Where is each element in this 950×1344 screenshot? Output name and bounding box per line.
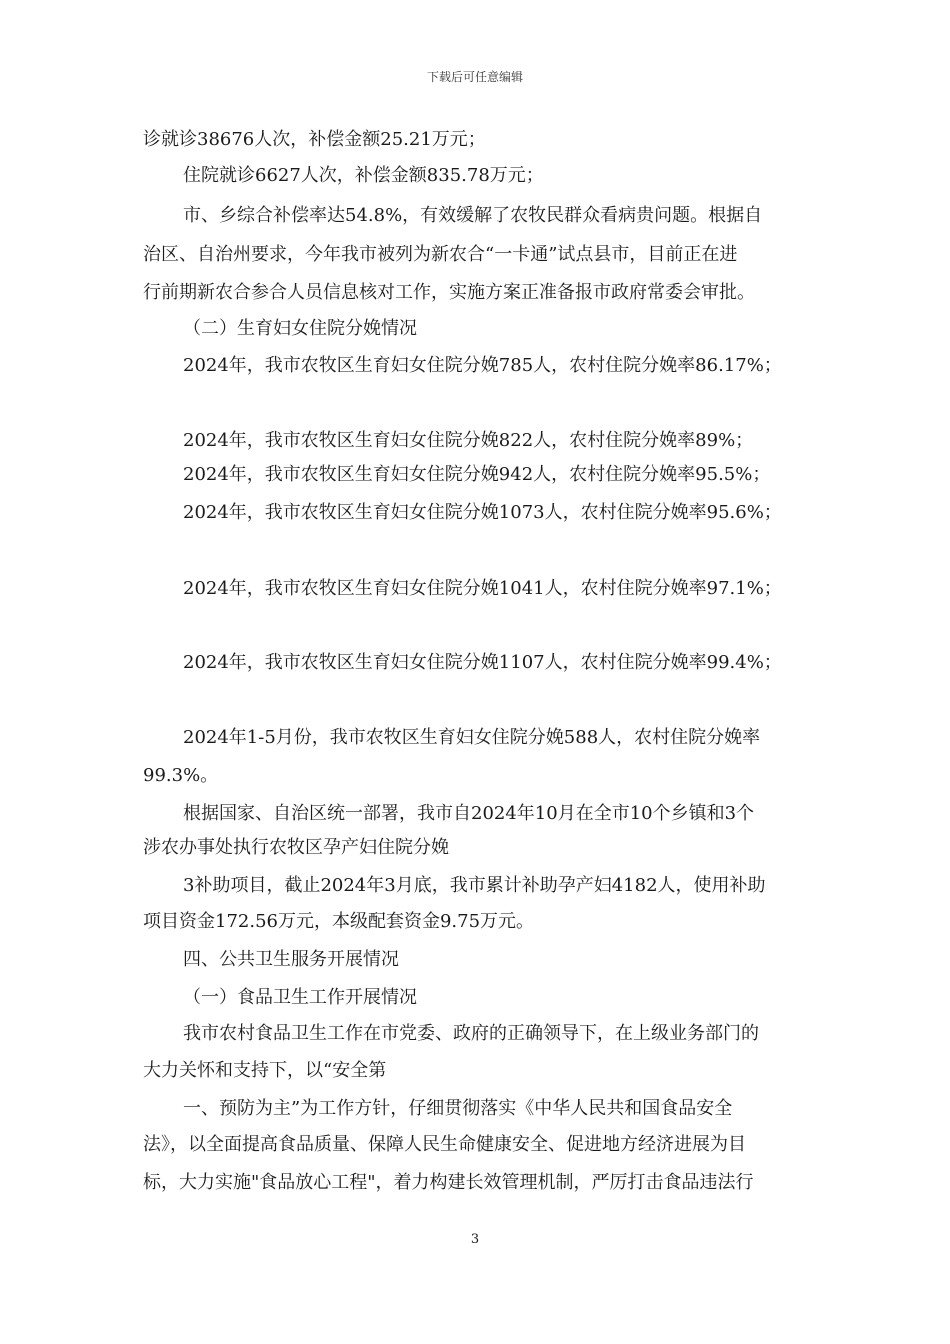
body-line: 大力关怀和支持下，以“安全第 bbox=[143, 1060, 387, 1081]
page-number: 3 bbox=[470, 1232, 480, 1247]
body-line: 住院就诊6627人次，补偿金额835.78万元； bbox=[183, 165, 544, 186]
body-line: 2024年，我市农牧区生育妇女住院分娩785人，农村住院分娩率86.17%； bbox=[183, 355, 782, 376]
section-heading: （二）生育妇女住院分娩情况 bbox=[183, 318, 417, 339]
section-heading: （一）食品卫生工作开展情况 bbox=[183, 987, 417, 1008]
section-heading: 四、公共卫生服务开展情况 bbox=[183, 949, 399, 970]
body-line: 涉农办事处执行农牧区孕产妇住院分娩 bbox=[143, 837, 449, 858]
body-line: 2024年，我市农牧区生育妇女住院分娩1041人，农村住院分娩率97.1%； bbox=[183, 578, 782, 599]
body-line: 项目资金172.56万元，本级配套资金9.75万元。 bbox=[143, 911, 535, 932]
body-line: 3补助项目，截止2024年3月底，我市累计补助孕产妇4182人，使用补助 bbox=[183, 875, 766, 896]
body-line: 我市农村食品卫生工作在市党委、政府的正确领导下，在上级业务部门的 bbox=[183, 1023, 759, 1044]
body-line: 2024年，我市农牧区生育妇女住院分娩942人，农村住院分娩率95.5%； bbox=[183, 464, 771, 485]
body-line: 治区、自治州要求，今年我市被列为新农合“一卡通”试点县市，目前正在进 bbox=[143, 244, 738, 265]
body-line: 法》，以全面提高食品质量、保障人民生命健康安全、促进地方经济进展为目 bbox=[143, 1134, 746, 1155]
body-line: 2024年，我市农牧区生育妇女住院分娩1107人，农村住院分娩率99.4%； bbox=[183, 652, 782, 673]
body-line: 市、乡综合补偿率达54.8%，有效缓解了农牧民群众看病贵问题。根据自 bbox=[183, 205, 763, 226]
page-header: 下载后可任意编辑 bbox=[426, 70, 523, 84]
body-line: 99.3%。 bbox=[143, 765, 219, 786]
body-line: 诊就诊38676人次，补偿金额25.21万元； bbox=[143, 129, 486, 150]
body-line: 2024年，我市农牧区生育妇女住院分娩1073人，农村住院分娩率95.6%； bbox=[183, 502, 782, 523]
body-line: 2024年1-5月份，我市农牧区生育妇女住院分娩588人，农村住院分娩率 bbox=[183, 727, 761, 748]
body-line: 标，大力实施"食品放心工程"，着力构建长效管理机制，严厉打击食品违法行 bbox=[143, 1172, 754, 1193]
body-line: 一、预防为主”为工作方针，仔细贯彻落实《中华人民共和国食品安全 bbox=[183, 1098, 733, 1119]
body-line: 行前期新农合参合人员信息核对工作，实施方案正准备报市政府常委会审批。 bbox=[143, 282, 755, 303]
body-line: 根据国家、自治区统一部署，我市自2024年10月在全市10个乡镇和3个 bbox=[183, 803, 755, 824]
body-line: 2024年，我市农牧区生育妇女住院分娩822人，农村住院分娩率89%； bbox=[183, 430, 754, 451]
